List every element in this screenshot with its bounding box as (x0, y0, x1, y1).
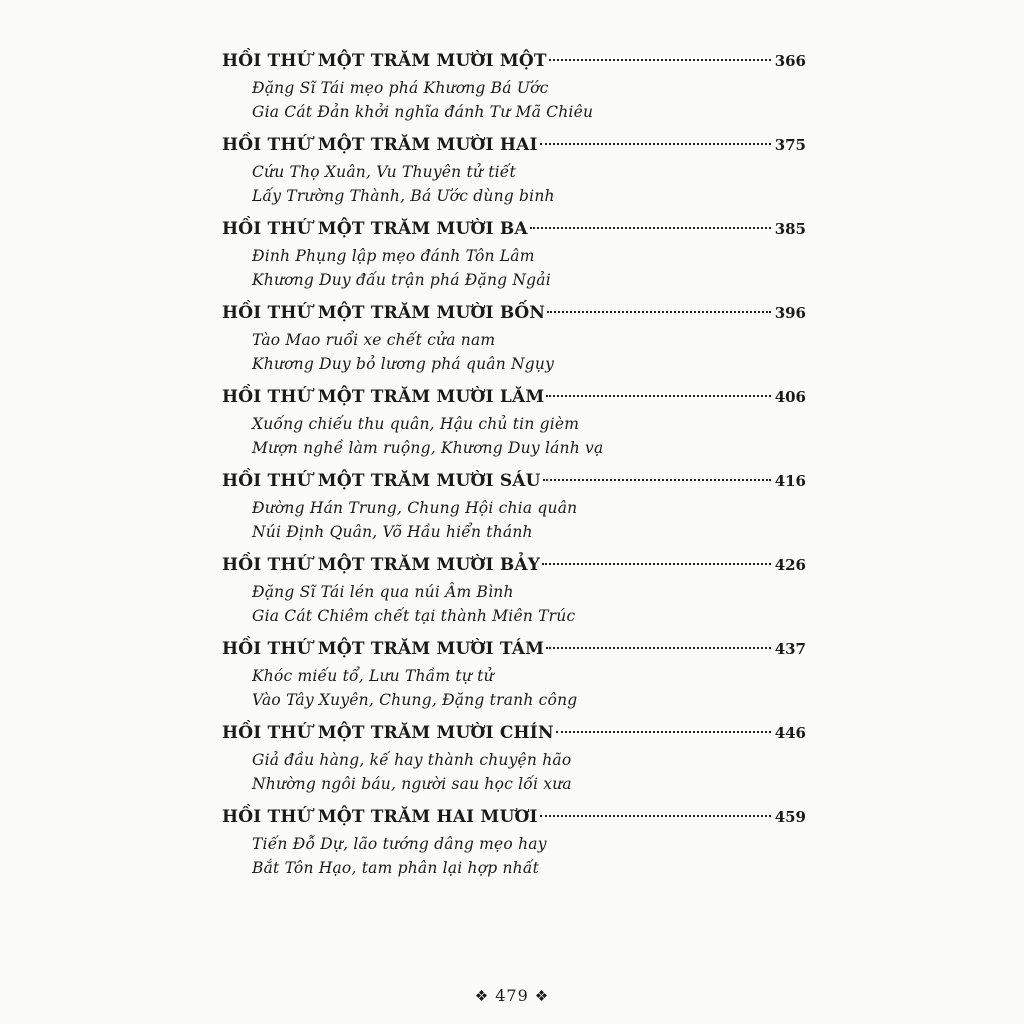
chapter-subtitle-line: Tào Mao ruổi xe chết cửa nam (252, 331, 496, 349)
toc-entry (222, 46, 806, 130)
chapter-title: HỒI THỨ MỘT TRĂM MƯỜI TÁM (222, 639, 545, 659)
chapter-title: HỒI THỨ MỘT TRĂM MƯỜI CHÍN (222, 723, 554, 743)
chapter-subtitle-line: Khương Duy đấu trận phá Đặng Ngải (252, 271, 551, 289)
toc-heading-line (222, 214, 806, 244)
chapter-subtitle-line: Đinh Phụng lập mẹo đánh Tôn Lâm (252, 247, 535, 265)
chapter-page-number: 385 (774, 220, 806, 238)
toc-heading-line (222, 130, 806, 160)
chapter-page-number: 459 (774, 808, 806, 826)
chapter-title: HỒI THỨ MỘT TRĂM HAI MƯƠI (222, 807, 538, 827)
dot-leader (547, 311, 771, 313)
chapter-subtitle-line: Bắt Tôn Hạo, tam phân lại hợp nhất (252, 859, 539, 877)
chapter-page-number: 396 (774, 304, 806, 322)
chapter-title: HỒI THỨ MỘT TRĂM MƯỜI BA (222, 219, 528, 239)
dot-leader (543, 479, 771, 481)
dot-leader (546, 647, 771, 649)
toc-heading-line (222, 382, 806, 412)
toc-heading-line (222, 46, 806, 76)
chapter-page-number: 375 (774, 136, 806, 154)
chapter-subtitle-line: Khóc miếu tổ, Lưu Thầm tự tử (252, 667, 494, 685)
chapter-title: HỒI THỨ MỘT TRĂM MƯỜI SÁU (222, 471, 541, 491)
toc-entry (222, 214, 806, 298)
chapter-subtitle-line: Đặng Sĩ Tái mẹo phá Khương Bá Ước (252, 79, 549, 97)
chapter-title: HỒI THỨ MỘT TRĂM MƯỜI HAI (222, 135, 538, 155)
chapter-title: HỒI THỨ MỘT TRĂM MƯỜI MỘT (222, 51, 547, 71)
chapter-subtitle-line: Vào Tây Xuyên, Chung, Đặng tranh công (252, 691, 578, 709)
ornament-diamond-icon: ❖ (474, 987, 490, 1005)
chapter-page-number: 437 (774, 640, 806, 658)
chapter-subtitle-line: Đường Hán Trung, Chung Hội chia quân (252, 499, 578, 517)
chapter-subtitle-line: Cứu Thọ Xuân, Vu Thuyên tử tiết (252, 163, 516, 181)
chapter-subtitle-line: Đặng Sĩ Tái lén qua núi Âm Bình (252, 583, 514, 601)
toc-entry (222, 298, 806, 382)
toc-entry (222, 382, 806, 466)
toc-entry (222, 802, 806, 886)
chapter-subtitle-line: Xuống chiếu thu quân, Hậu chủ tin gièm (252, 415, 580, 433)
dot-leader (540, 815, 771, 817)
toc-entry (222, 550, 806, 634)
chapter-subtitle-line: Lấy Trường Thành, Bá Ước dùng binh (252, 187, 555, 205)
dot-leader (546, 395, 770, 397)
chapter-title: HỒI THỨ MỘT TRĂM MƯỜI BỐN (222, 303, 546, 323)
toc-heading-line (222, 634, 806, 664)
chapter-subtitle-line: Gia Cát Đản khởi nghĩa đánh Tư Mã Chiêu (252, 103, 594, 121)
chapter-title: HỒI THỨ MỘT TRĂM MƯỜI BẢY (222, 555, 541, 575)
table-of-contents (222, 46, 806, 886)
chapter-page-number: 426 (774, 556, 806, 574)
chapter-page-number: 416 (774, 472, 806, 490)
chapter-subtitle-line: Mượn nghề làm ruộng, Khương Duy lánh vạ (252, 439, 604, 457)
chapter-subtitle-line: Gia Cát Chiêm chết tại thành Miên Trúc (252, 607, 576, 625)
chapter-page-number: 406 (774, 388, 806, 406)
toc-entry (222, 634, 806, 718)
chapter-page-number: 366 (774, 52, 806, 70)
page-footer (0, 986, 1024, 1005)
chapter-subtitle-line: Tiến Đỗ Dự, lão tướng dâng mẹo hay (252, 835, 547, 853)
chapter-page-number: 446 (774, 724, 806, 742)
toc-heading-line (222, 298, 806, 328)
ornament-diamond-icon: ❖ (534, 987, 550, 1005)
toc-entry (222, 130, 806, 214)
dot-leader (540, 143, 771, 145)
dot-leader (549, 59, 771, 61)
chapter-subtitle-line: Núi Định Quân, Võ Hầu hiển thánh (252, 523, 533, 541)
toc-heading-line (222, 802, 806, 832)
toc-heading-line (222, 550, 806, 580)
dot-leader (530, 227, 771, 229)
dot-leader (556, 731, 771, 733)
toc-heading-line (222, 466, 806, 496)
chapter-title: HỒI THỨ MỘT TRĂM MƯỜI LĂM (222, 387, 545, 407)
toc-heading-line (222, 718, 806, 748)
dot-leader (542, 563, 771, 565)
chapter-subtitle-line: Giả đầu hàng, kế hay thành chuyện hão (252, 751, 572, 769)
toc-entry (222, 718, 806, 802)
chapter-subtitle-line: Nhường ngôi báu, người sau học lối xưa (252, 775, 572, 793)
toc-entry (222, 466, 806, 550)
folio-page-number: 479 (495, 986, 529, 1005)
chapter-subtitle-line: Khương Duy bỏ lương phá quân Ngụy (252, 355, 555, 373)
